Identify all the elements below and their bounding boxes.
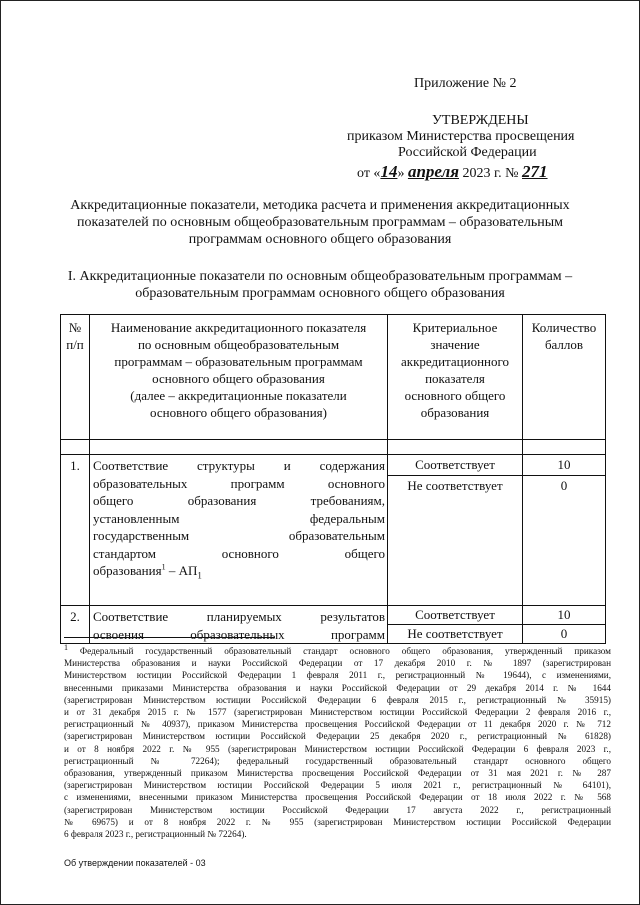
handwritten-month: апреля: [407, 162, 459, 181]
header-points: Количество баллов: [523, 315, 606, 440]
section-heading-1: I. Аккредитационные показатели по основным общеобразовательным программам –: [67, 269, 573, 284]
row2-points-yes: 10: [523, 606, 606, 625]
row1-name: Соответствие структуры и содержания образовательных программ основного общего образования требованиям, установленным федеральным государственным образовательным стандартом основного общего образования$^1$ – $АП_1$: [90, 455, 388, 606]
row2-points-no: 0: [523, 625, 606, 644]
handwritten-day: 14: [380, 162, 398, 181]
footnote-ref: 1: [161, 562, 166, 572]
row2-criteria-no: Не соответствует: [388, 625, 523, 644]
header-name: Наименование аккредитационного показателя по основным общеобразовательным программам – образовательным программам основного общего образования (далее – аккредитационные показатели основного общего образования): [90, 315, 388, 440]
row2-criteria-yes: Соответствует: [388, 606, 523, 625]
footnote-separator: [64, 637, 274, 638]
handwritten-number: 271: [522, 162, 548, 181]
order-date-line: от «14» апреля 2023 г. № 271: [357, 162, 548, 181]
row1-criteria-no: Не соответствует: [388, 476, 523, 606]
title-line-3: программам основного общего образования: [188, 232, 452, 247]
indicators-table: [60, 314, 606, 644]
row1-points-no: 0: [523, 476, 606, 606]
row2-name: Соответствие планируемых результатов освоения образовательных программ: [90, 606, 388, 644]
row2-num: 2.: [61, 606, 90, 644]
order-line-2: Российской Федерации: [398, 145, 537, 160]
header-criteria: Критериальное значение аккредитационного показателя основного общего образования: [388, 315, 523, 440]
approved-label: УТВЕРЖДЕНЫ: [432, 113, 529, 128]
footnote: $^1$ Федеральный государственный образовательный стандарт основного общего образования, утвержденный приказом Министерства образования и науки Российской Федерации от 17 декабря 2010 г. № 1897 (зарегистрирован Министерством юстиции Российской Федерации 1 февраля 2011 г., регистрационный № 19644), с изменениями, внесенными приказами Министерства образования и науки Российской Федерации от 29 декабря 2014 г. № 1644 (зарегистрирован Министерством юстиции Российской Федерации 6 февраля 2015 г., регистрационный № 35915) и от 31 декабря 2015 г. № 1577 (зарегистрирован Министерством юстиции Российской Федерации 2 февраля 2016 г., регистрационный № 40937), приказом Министерства просвещения Российской Федерации от 11 декабря 2020 г. № 712 (зарегистрирован Министерством юстиции Российской Федерации 25 декабря 2020 г., регистрационный № 61828) и от 8 ноября 2022 г. № 955 (зарегистрирован Министерством юстиции Российской Федерации 6 февраля 2023 г., регистрационный № 72264); федеральный государственный образовательный стандарт основного общего образования, утвержденный приказом Министерства просвещения Российской Федерации от 31 мая 2021 г. № 287 (зарегистрирован Министерством юстиции Российской Федерации 5 июля 2021 г., регистрационный № 64101), с изменениями, внесенными приказом Министерства просвещения Российской Федерации от 18 июля 2022 г. № 568 (зарегистрирован Министерством юстиции Российской Федерации 17 августа 2022 г., регистрационный № 69675) и от 8 ноября 2022 г. № 955 (зарегистрирован Министерством юстиции Российской Федерации 6 февраля 2023 г., регистрационный № 72264).: [64, 642, 611, 840]
appendix-label: Приложение № 2: [414, 76, 517, 91]
order-line-1: приказом Министерства просвещения: [347, 129, 575, 144]
row1-num: 1.: [61, 455, 90, 606]
title-line-2: показателей по основным общеобразовательным программам – образовательным: [77, 215, 563, 230]
page-footer: Об утверждении показателей - 03: [64, 858, 206, 868]
title-line-1: Аккредитационные показатели, методика расчета и применения аккредитационных: [70, 198, 570, 213]
table-row: [61, 455, 606, 476]
table-row: [61, 606, 606, 625]
header-num: № п/п: [61, 315, 90, 440]
section-heading-2: образовательным программам основного общего образования: [135, 286, 505, 301]
row1-points-yes: 10: [523, 455, 606, 476]
row1-criteria-yes: Соответствует: [388, 455, 523, 476]
